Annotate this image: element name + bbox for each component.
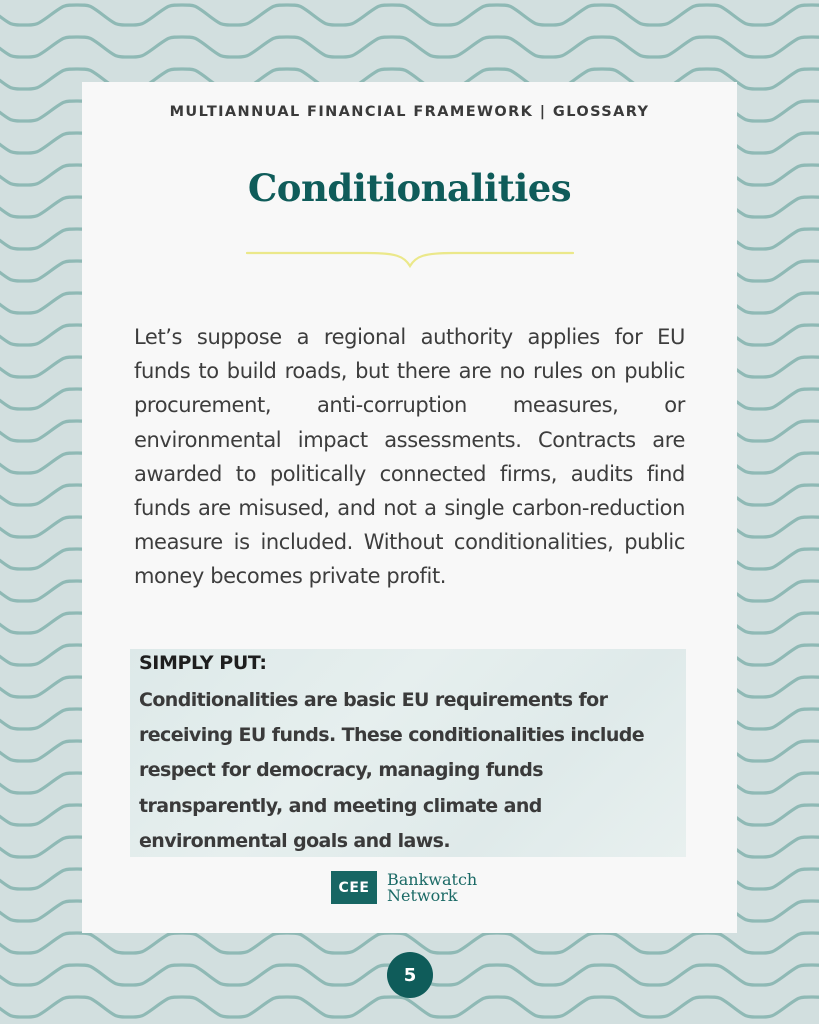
simply-put-text: Conditionalities are basic EU requirements for receiving EU funds. These conditionalities include respect for democracy, managing funds transparently, and meeting climate and environmental goals and laws. (139, 689, 645, 852)
logo-mark: CEE (331, 871, 377, 904)
bankwatch-logo (331, 871, 477, 904)
page-title: Conditionalities (247, 166, 572, 210)
page-number-badge: 5 (387, 952, 433, 998)
brace-divider-icon (246, 248, 574, 274)
simply-put-box (130, 649, 686, 857)
logo-line-1: Bankwatch (387, 869, 478, 889)
simply-put-label: SIMPLY PUT: (139, 652, 267, 674)
logo-wordmark (387, 869, 478, 905)
example-paragraph: Let’s suppose a regional authority applies for EU funds to build roads, but there are no rules on public procurement, anti-corruption measures, or environmental impact assessments. Contracts are awarded to politically connected firms, audits find funds are misused, and not a single carbon-reduction measure is included. Without conditionalities, public money becomes private profit. (134, 325, 685, 589)
glossary-kicker: MULTIANNUAL FINANCIAL FRAMEWORK | GLOSSARY (169, 104, 650, 120)
logo-line-2: Network (387, 885, 458, 905)
